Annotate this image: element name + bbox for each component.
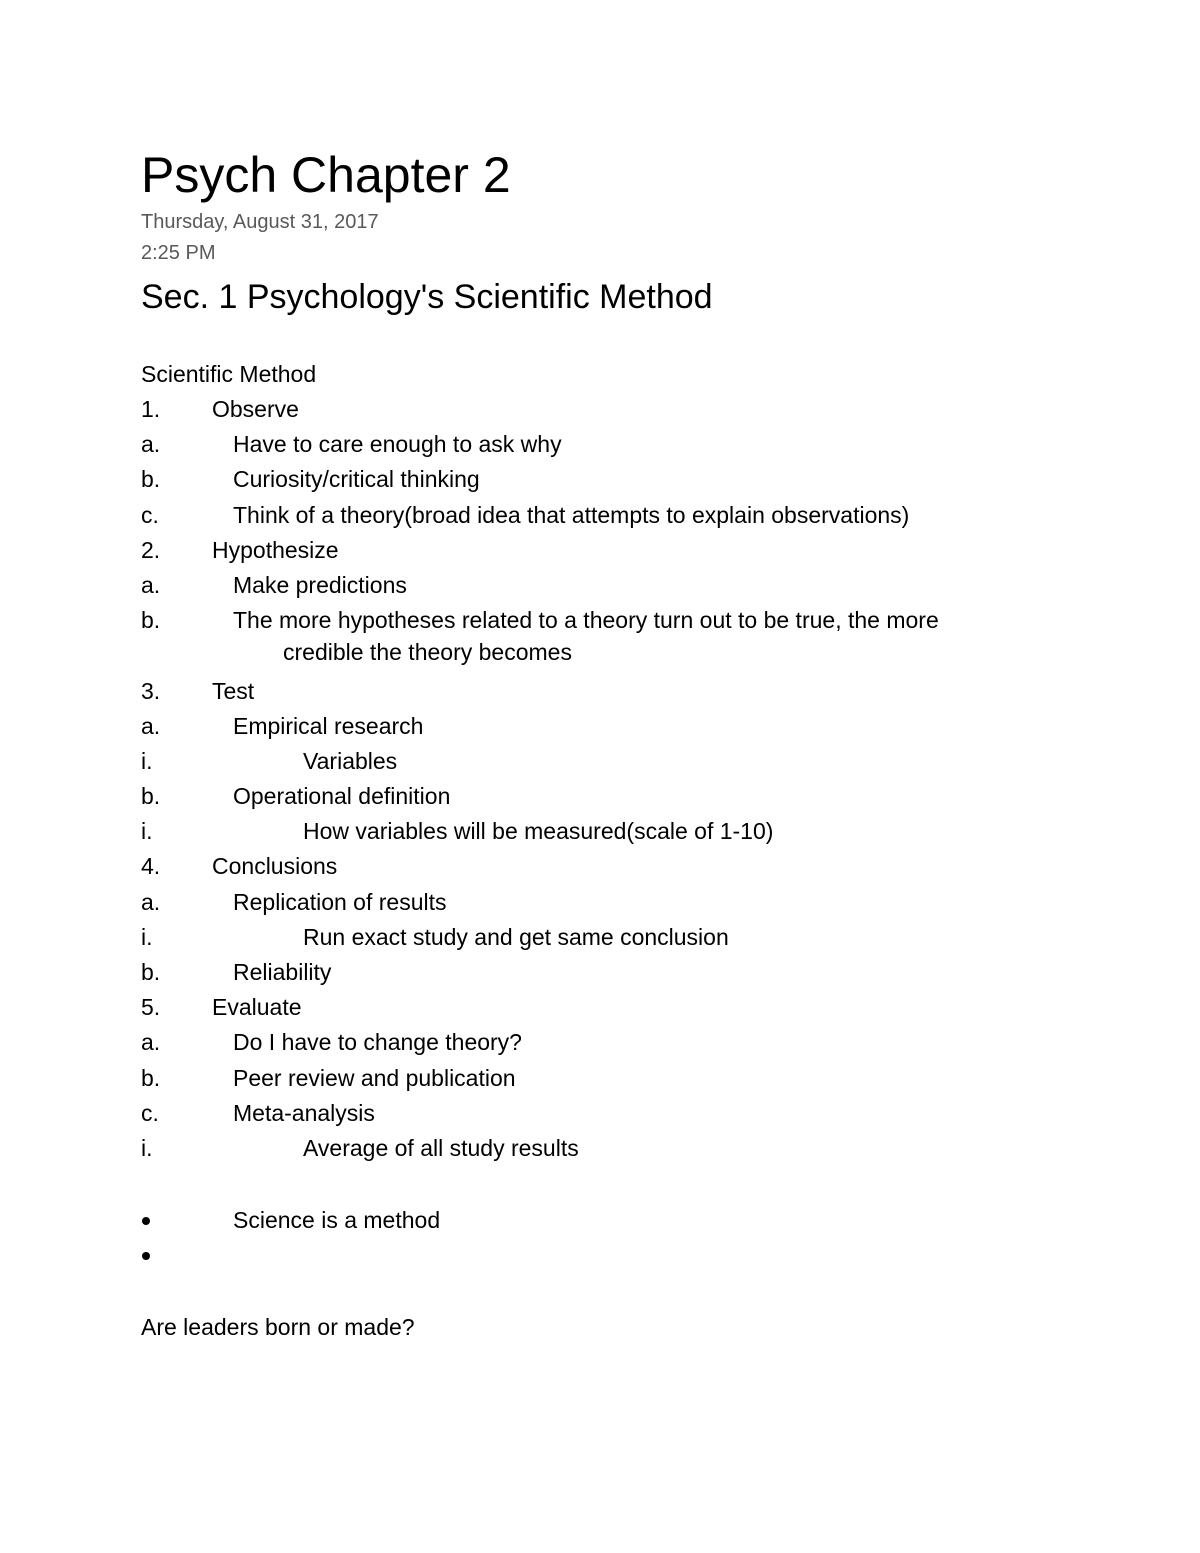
outline-item bbox=[0, 780, 1200, 815]
outline-marker: i. bbox=[141, 818, 153, 845]
outline-marker: i. bbox=[141, 1134, 153, 1161]
outline-heading: Scientific Method bbox=[141, 361, 317, 387]
outline-text: Run exact study and get same conclusion bbox=[303, 923, 729, 950]
outline-marker: b. bbox=[141, 607, 161, 634]
outline-item bbox=[0, 1097, 1200, 1132]
outline-item bbox=[0, 393, 1200, 428]
outline-marker: b. bbox=[141, 959, 161, 986]
outline-text: Hypothesize bbox=[212, 536, 339, 563]
outline-text: Curiosity/critical thinking bbox=[233, 466, 480, 493]
outline-marker: 5. bbox=[141, 994, 161, 1021]
section-heading: Sec. 1 Psychology's Scientific Method bbox=[141, 278, 713, 316]
outline-item bbox=[0, 534, 1200, 569]
outline-item bbox=[0, 710, 1200, 745]
outline-marker: i. bbox=[141, 747, 153, 774]
question-text: Are leaders born or made? bbox=[141, 1314, 415, 1340]
outline-marker: 4. bbox=[141, 853, 161, 880]
page-title: Psych Chapter 2 bbox=[141, 147, 511, 203]
outline-item bbox=[0, 886, 1200, 921]
outline-item bbox=[0, 956, 1200, 991]
outline-text: Empirical research bbox=[233, 712, 424, 739]
outline-text: Conclusions bbox=[212, 853, 338, 880]
outline-item bbox=[0, 1026, 1200, 1061]
outline-marker: 3. bbox=[141, 677, 161, 704]
outline-marker: i. bbox=[141, 923, 153, 950]
outline-marker: a. bbox=[141, 888, 161, 915]
outline-text-line: The more hypotheses related to a theory turn out to be true, the more bbox=[233, 607, 939, 634]
outline-marker: c. bbox=[141, 1099, 159, 1126]
outline-text: Variables bbox=[303, 747, 398, 774]
outline-item bbox=[0, 428, 1200, 463]
outline-marker: a. bbox=[141, 712, 161, 739]
outline-marker: b. bbox=[141, 783, 161, 810]
outline-item bbox=[0, 1062, 1200, 1097]
outline-text: Replication of results bbox=[233, 888, 447, 915]
outline-item bbox=[0, 991, 1200, 1026]
outline-marker: a. bbox=[141, 431, 161, 458]
bullet-item bbox=[0, 1204, 1200, 1239]
outline-text: Test bbox=[212, 677, 255, 704]
bullet-dot-icon bbox=[142, 1252, 150, 1260]
outline-marker: c. bbox=[141, 501, 159, 528]
outline-marker: 2. bbox=[141, 536, 161, 563]
outline-item bbox=[0, 815, 1200, 850]
outline-item bbox=[0, 499, 1200, 534]
outline-item bbox=[0, 1132, 1200, 1167]
outline-marker: a. bbox=[141, 571, 161, 598]
bullet-text: Science is a method bbox=[233, 1207, 441, 1233]
outline-text: Meta-analysis bbox=[233, 1099, 375, 1126]
outline-text: How variables will be measured(scale of 1-10) bbox=[303, 818, 774, 845]
outline-marker: a. bbox=[141, 1029, 161, 1056]
outline-marker: 1. bbox=[141, 396, 161, 422]
outline-text: Think of a theory(broad idea that attempts to explain observations) bbox=[233, 501, 910, 528]
outline-text: Have to care enough to ask why bbox=[233, 431, 562, 458]
outline-text: Peer review and publication bbox=[233, 1064, 516, 1091]
outline-marker: b. bbox=[141, 466, 161, 493]
outline-text: Make predictions bbox=[233, 571, 407, 598]
scientific-method-outline bbox=[0, 393, 1200, 1167]
outline-text-continuation: credible the theory becomes bbox=[283, 639, 572, 666]
note-date: Thursday, August 31, 2017 bbox=[141, 211, 379, 233]
bullet-item bbox=[0, 1239, 1200, 1274]
outline-text: Average of all study results bbox=[303, 1134, 579, 1161]
outline-item bbox=[0, 921, 1200, 956]
outline-item bbox=[0, 569, 1200, 604]
outline-text: Observe bbox=[212, 396, 299, 422]
outline-text: Do I have to change theory? bbox=[233, 1029, 522, 1056]
outline-marker: b. bbox=[141, 1064, 161, 1091]
outline-text: Operational definition bbox=[233, 783, 451, 810]
outline-item bbox=[0, 604, 1200, 674]
bullet-dot-icon bbox=[142, 1217, 150, 1225]
outline-item bbox=[0, 675, 1200, 710]
outline-item bbox=[0, 463, 1200, 498]
outline-text: Reliability bbox=[233, 959, 332, 986]
bullet-list bbox=[0, 1204, 1200, 1274]
outline-text: Evaluate bbox=[212, 994, 302, 1021]
outline-text bbox=[233, 604, 1058, 668]
note-time: 2:25 PM bbox=[141, 242, 216, 264]
outline-item bbox=[0, 850, 1200, 885]
outline-item bbox=[0, 745, 1200, 780]
